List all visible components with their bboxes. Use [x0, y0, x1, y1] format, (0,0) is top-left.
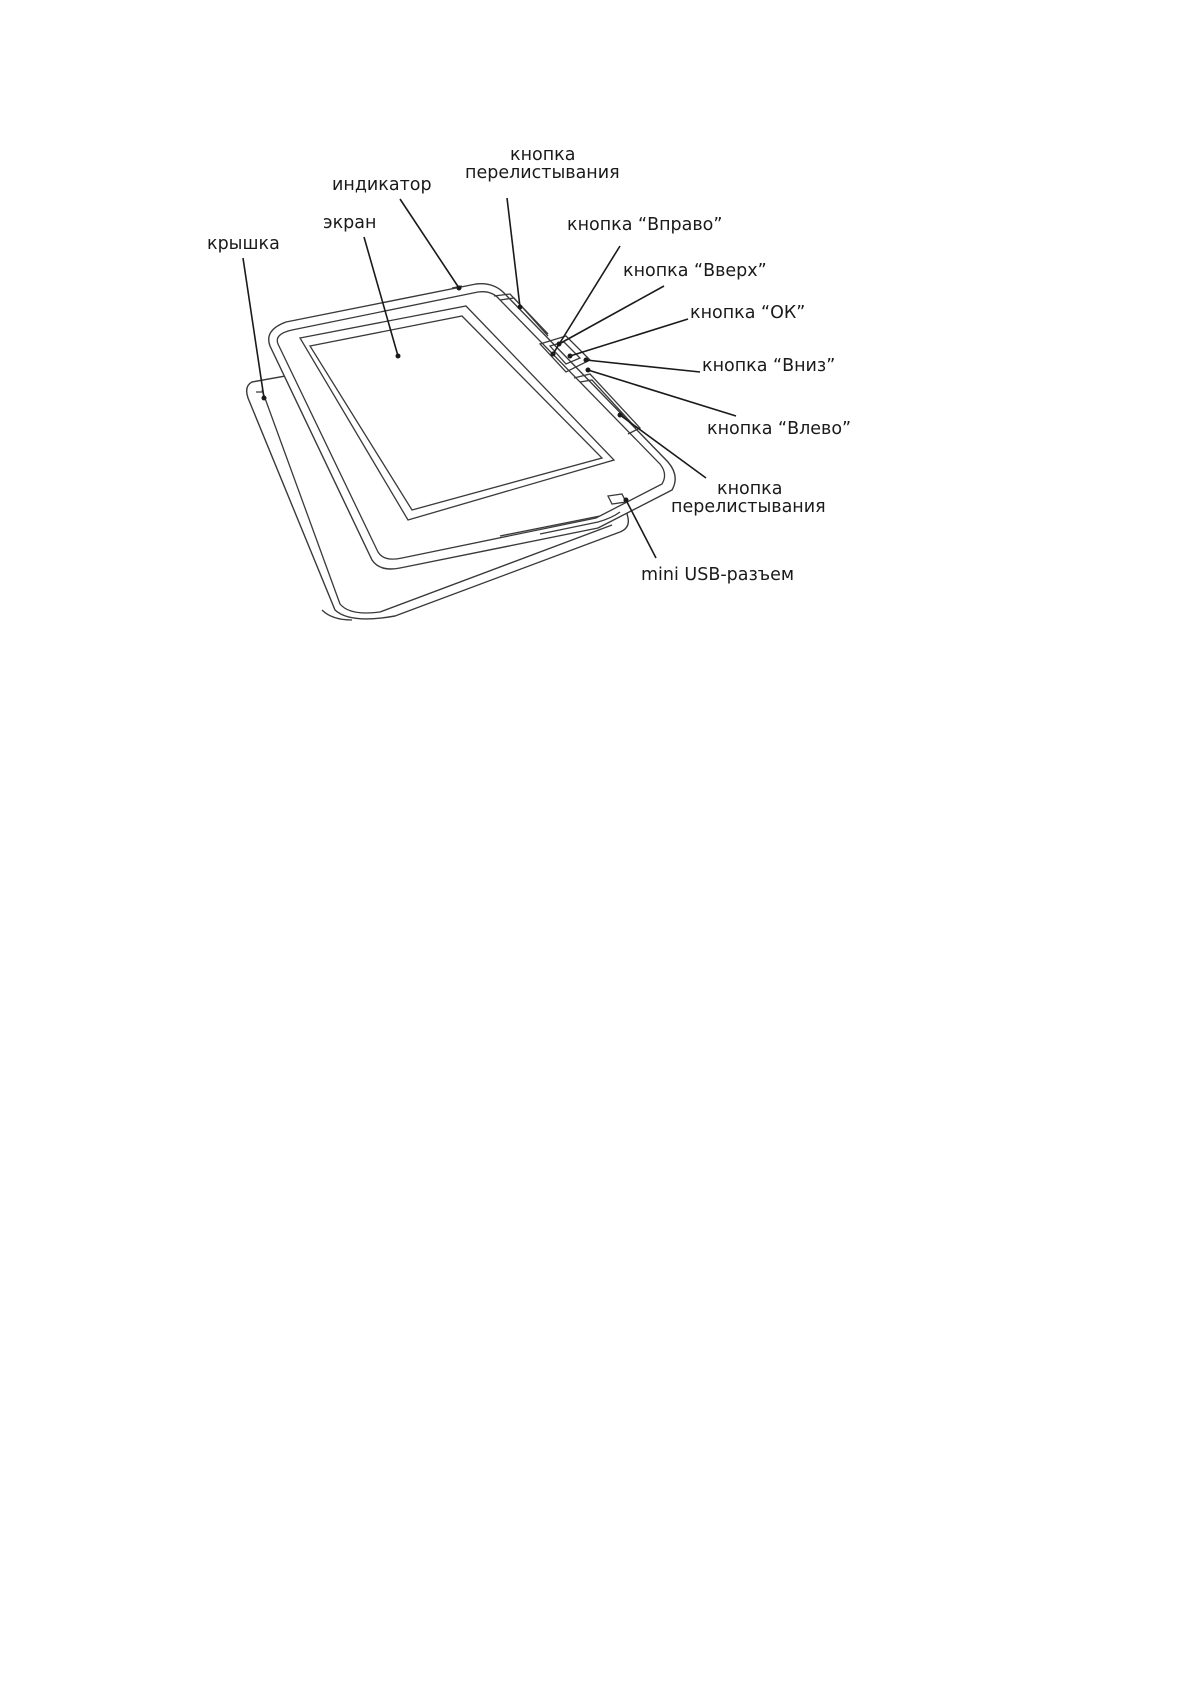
endpoint-page-turn-top [518, 305, 523, 310]
label-left-button: кнопка “Влево” [707, 419, 852, 439]
leader-usb-port [626, 500, 656, 558]
endpoint-down-button [584, 358, 589, 363]
endpoint-cover [262, 396, 267, 401]
leader-ok-button [570, 319, 688, 356]
label-page-turn-bottom-line2: перелистывания [671, 497, 826, 517]
leader-indicator [400, 199, 459, 288]
label-right-button: кнопка “Вправо” [567, 215, 723, 235]
label-up-button: кнопка “Вверх” [623, 261, 767, 281]
ereader-device-illustration [247, 284, 676, 620]
label-page-turn-top-line1: кнопка [510, 145, 576, 165]
leader-right-button [553, 246, 620, 354]
label-down-button: кнопка “Вниз” [702, 356, 836, 376]
endpoint-indicator [457, 286, 462, 291]
label-usb-port: mini USB-разъем [641, 565, 795, 585]
endpoint-ok-button [568, 354, 573, 359]
label-screen: экран [323, 213, 377, 233]
label-cover: крышка [207, 234, 280, 254]
endpoint-right-button [551, 352, 556, 357]
endpoint-left-button [586, 368, 591, 373]
label-indicator: индикатор [332, 175, 432, 195]
leader-up-button [559, 286, 664, 344]
leader-cover [243, 258, 264, 398]
leader-page-turn-top [507, 198, 520, 307]
label-page-turn-bottom-line1: кнопка [717, 479, 783, 499]
leader-down-button [586, 360, 700, 372]
label-page-turn-top-line2: перелистывания [465, 163, 620, 183]
endpoint-page-turn-bottom [618, 413, 623, 418]
label-ok-button: кнопка “ОК” [690, 303, 806, 323]
endpoint-screen [396, 354, 401, 359]
endpoint-usb-port [624, 498, 629, 503]
endpoint-up-button [557, 342, 562, 347]
